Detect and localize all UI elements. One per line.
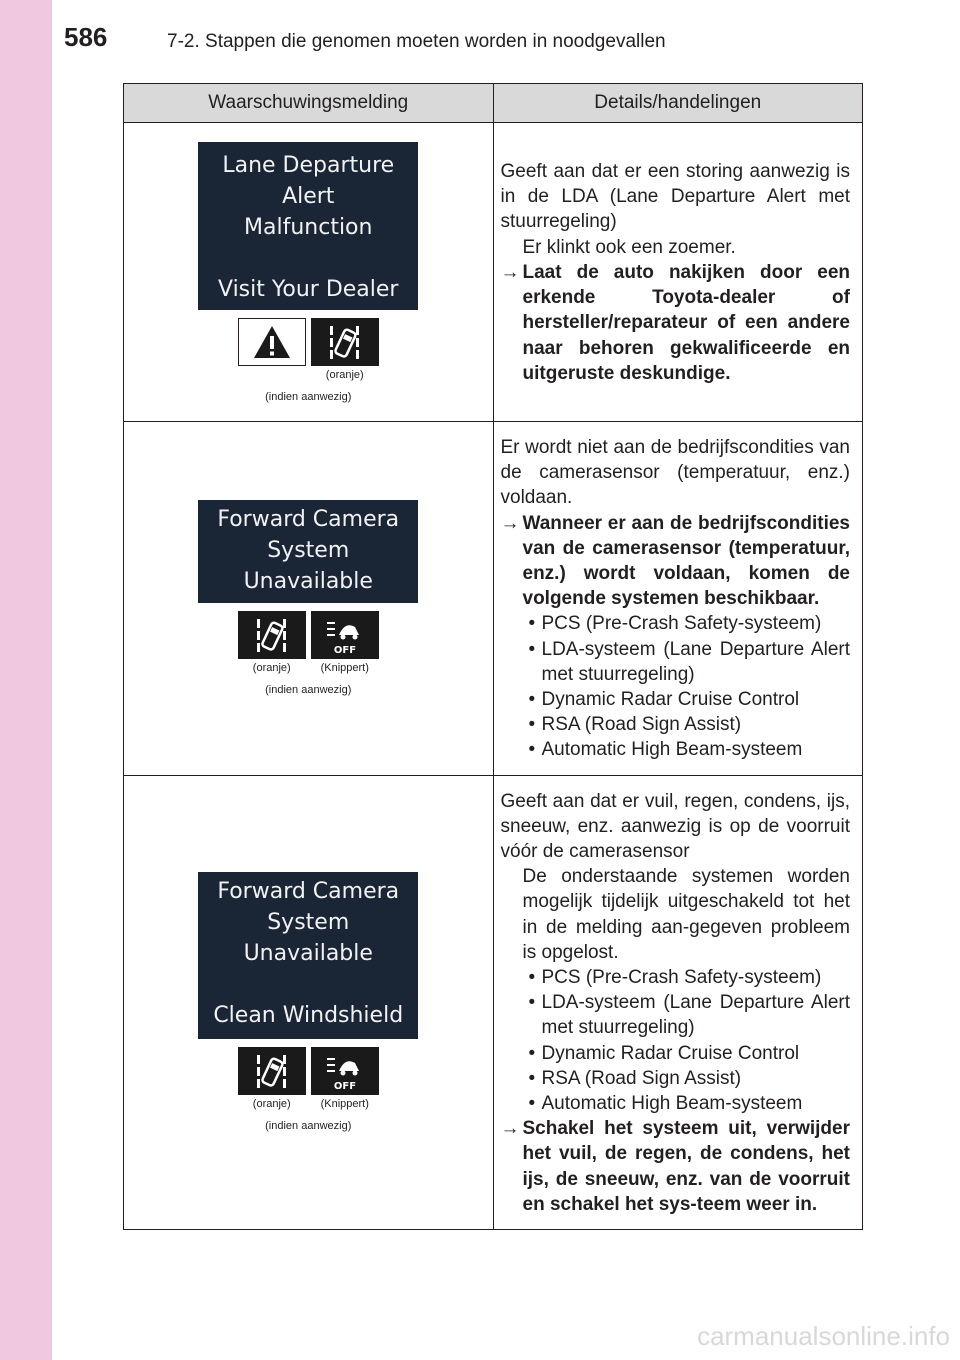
description-text: Geeft aan dat er een storing aanwezig is in de LDA (Lane Departure Alert met stuurregeling): [500, 161, 850, 233]
svg-text:OFF: OFF: [333, 1081, 356, 1093]
list-item: [501, 1041, 851, 1066]
bullet-icon: •: [528, 1067, 536, 1089]
bullet-icon: •: [528, 638, 536, 660]
display-screen: [198, 142, 418, 310]
list-item: [501, 1066, 851, 1091]
table-row: [124, 775, 863, 1229]
screen-line: Lane Departure: [222, 152, 395, 178]
availability-note: (indien aanwezig): [265, 390, 352, 403]
icon-caption: (oranje): [252, 1098, 291, 1111]
availability-note: (indien aanwezig): [265, 1120, 352, 1133]
warning-cell: [124, 123, 494, 422]
list-item-text: RSA (Road Sign Assist): [541, 714, 742, 736]
action-text: Wanneer er aan de bedrijfscondities van de camerasensor (temperatuur, enz.) wordt voldaan, komen de volgende systemen beschikbaar.: [522, 512, 850, 610]
list-item-text: Dynamic Radar Cruise Control: [541, 1042, 800, 1064]
table-row: [124, 123, 863, 422]
list-item-text: Automatic High Beam-systeem: [541, 739, 803, 761]
details-cell: [493, 123, 863, 422]
indented-text: Er klinkt ook een zoemer.: [522, 236, 736, 258]
list-item: [501, 737, 851, 762]
screen-line: Clean Windshield: [213, 1003, 404, 1029]
list-item-text: Dynamic Radar Cruise Control: [541, 689, 800, 711]
column-header-details: Details/handelingen: [493, 84, 863, 123]
action-text: Laat de auto nakijken door een erkende Toyota-dealer of hersteller/reparateur of een andere naar behoren gekwalificeerde en uitgeruste deskundige.: [522, 261, 850, 384]
bullet-icon: •: [528, 967, 536, 989]
list-item-text: PCS (Pre-Crash Safety-systeem): [541, 613, 822, 635]
icon-caption: (oranje): [325, 368, 364, 381]
display-screen: [198, 872, 418, 1039]
lane-departure-icon: [238, 611, 306, 659]
warning-table: [123, 83, 863, 1230]
details-cell: [493, 422, 863, 776]
list-item-text: LDA-systeem (Lane Departure Alert met stuurregeling): [541, 992, 850, 1039]
icon-caption: (Knippert): [320, 1098, 369, 1111]
bullet-icon: •: [528, 992, 536, 1014]
screen-line: Unavailable: [243, 941, 373, 967]
list-item-text: RSA (Road Sign Assist): [541, 1067, 742, 1089]
icon-caption: (Knippert): [320, 662, 369, 675]
pcs-off-icon: [311, 1047, 379, 1095]
icon-caption: [238, 369, 306, 381]
screen-line: System: [267, 538, 350, 564]
list-item-text: PCS (Pre-Crash Safety-systeem): [541, 967, 822, 989]
screen-line: Alert: [282, 183, 335, 209]
arrow-icon: →: [500, 1118, 520, 1140]
action-item: [501, 511, 851, 612]
lane-departure-icon: [238, 1047, 306, 1095]
bullet-icon: •: [528, 1093, 536, 1115]
bullet-icon: •: [528, 1042, 536, 1064]
list-item: [501, 990, 851, 1040]
bullet-icon: •: [528, 689, 536, 711]
description-text: Geeft aan dat er vuil, regen, condens, ijs, sneeuw, enz. aanwezig is op de voorruit vóór de camerasensor: [500, 790, 850, 863]
action-item: [501, 1116, 851, 1217]
arrow-icon: →: [500, 512, 520, 534]
screen-line: Forward Camera: [217, 507, 400, 533]
warning-cell: [124, 422, 494, 776]
list-item: [501, 611, 851, 636]
details-cell: [493, 775, 863, 1229]
screen-line: Forward Camera: [217, 879, 400, 905]
arrow-icon: →: [500, 261, 520, 283]
page-number: 586: [64, 22, 108, 52]
action-item: [501, 260, 851, 386]
list-item: [501, 637, 851, 687]
screen-line: Malfunction: [244, 214, 373, 240]
svg-text:OFF: OFF: [333, 645, 356, 657]
indented-text: De onderstaande systemen worden mogelijk tijdelijk uitgeschakeld tot het in de melding aan-gegeven probleem is opgelost.: [522, 866, 850, 963]
screen-line: System: [267, 910, 350, 936]
side-color-bar: [0, 0, 52, 1360]
table-header-row: [124, 84, 863, 123]
description-text: Er wordt niet aan de bedrijfscondities van de camerasensor (temperatuur, enz.) voldaan.: [500, 437, 850, 509]
list-item-text: LDA-systeem (Lane Departure Alert met stuurregeling): [541, 638, 850, 685]
table-row: [124, 422, 863, 776]
list-item: [501, 1091, 851, 1116]
section-title: 7-2. Stappen die genomen moeten worden in noodgevallen: [167, 31, 666, 52]
screen-line: Visit Your Dealer: [218, 276, 399, 302]
lane-departure-icon: [311, 318, 379, 366]
display-screen: [198, 500, 418, 603]
warning-triangle-icon: [238, 318, 306, 366]
warning-cell: [124, 775, 494, 1229]
list-item: [501, 712, 851, 737]
list-item: [501, 965, 851, 990]
bullet-icon: •: [528, 613, 536, 635]
column-header-warning: Waarschuwingsmelding: [124, 84, 494, 123]
action-text: Schakel het systeem uit, verwijder het vuil, de regen, de condens, het ijs, de sneeuw, enz. van de voorruit en schakel het sys-teem weer in.: [522, 1118, 850, 1215]
list-item-text: Automatic High Beam-systeem: [541, 1093, 803, 1115]
bullet-icon: •: [528, 714, 536, 736]
screen-line: Unavailable: [243, 569, 373, 595]
list-item: [501, 687, 851, 712]
icon-caption: (oranje): [252, 662, 291, 675]
watermark: carmanualsonline.info: [697, 1321, 950, 1351]
bullet-icon: •: [528, 739, 536, 761]
availability-note: (indien aanwezig): [265, 684, 352, 697]
pcs-off-icon: [311, 611, 379, 659]
